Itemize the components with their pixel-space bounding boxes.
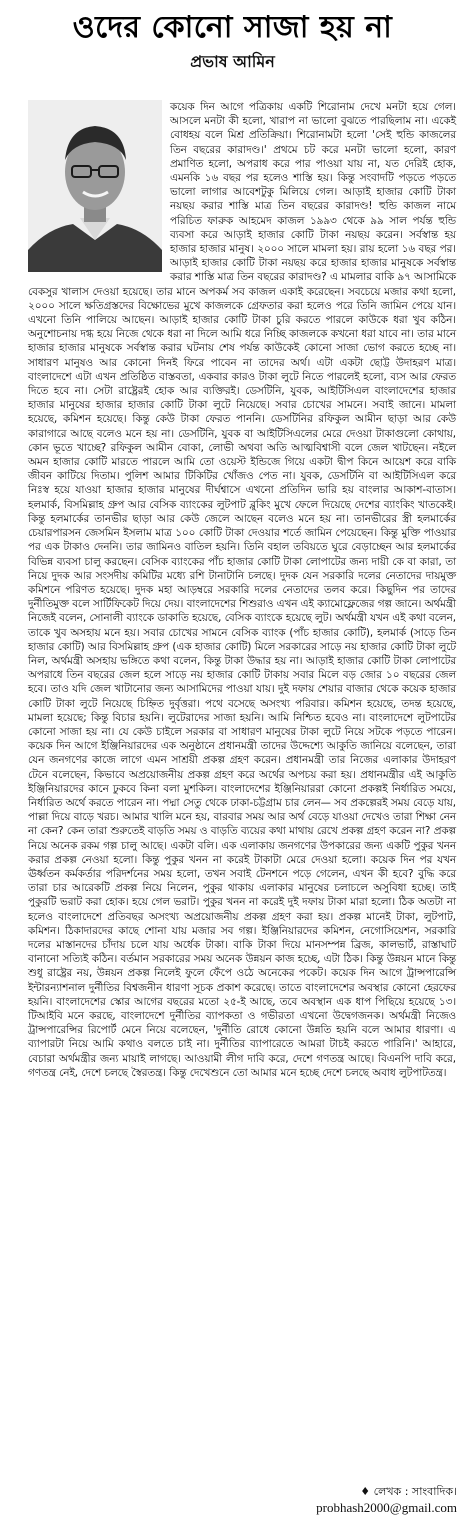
article-footer: [157, 1484, 457, 1516]
author-email[interactable]: probhash2000@gmail.com: [316, 1500, 457, 1515]
byline: প্রভাষ আমিন: [190, 52, 275, 71]
author-note: ♦ লেখক : সাংবাদিক।: [360, 1485, 457, 1498]
article-body: কয়েক দিন আগে পত্রিকায় একটি শিরোনাম দেখে মনটা হয়ে গেল। আসলে মনটা কী হলো, খারাপ না ভালো বুঝতে পারছিলাম না। একেই বোধহয় বলে মিশ্র প্রতিক্রিয়া। শিরোনামটা হলো 'সেই হুন্ডি কাজলের তিন বছরের কারাদণ্ড।' প্রথমে চট করে মনটা ভালো হলো, কারণ প্রমাণিত হলো, অপরাধ করে পার পাওয়া যায় না, যত দেরিই হোক, এমনকি ১৬ বছর পর হলেও শাস্তি হয়। কিন্তু সংবাদটি পড়তে পড়তে ভালো লাগার আবেশটুকু মিলিয়ে গেল। আড়াই হাজার কোটি টাকা নয়ছয় করার শাস্তি মাত্র তিন বছরের কারাদণ্ড! হুন্ডি কাজল নামে পরিচিত ফারুক আহমেদ কাজল ১৯৯৩ থেকে ৯৯ সাল পর্যন্ত হুন্ডি ব্যবসা করে আড়াই হাজার কোটি টাকা নয়ছয় করেন। সর্বস্বান্ত হয় হাজার হাজার মানুষ। ২০০০ সালে মামলা হয়। রায় হলো ১৬ বছর পর। আড়াই হাজার কোটি টাকা নয়ছয় করে হাজার হাজার মানুষকে সর্বস্বান্ত করার শাস্তি মাত্র তিন বছরের কারাদণ্ড? এ মামলার বাকি ৯৭ আসামিকে বেকসুর খালাস দেওয়া হয়েছে। তার মানে অপকর্ম সব কাজল একাই করেছেন। সবচেয়ে মজার কথা হলো, ২০০০ সালে ক্ষতিগ্রস্তদের বিক্ষোভের মুখে কাজলকে গ্রেফতার করা হলেও পরে তিনি জামিন পেয়ে যান। এখনো তিনি পালিয়ে আছেন। আড়াই হাজার কোটি টাকা চুরি করতে পারলে কাউকে ধরা খুব কঠিন। অনুশোচনায় দগ্ধ হয়ে নিজে থেকে ধরা না দিলে আমি ধরে নিচ্ছি কাজলকে কখনো ধরা যাবে না। তার মানে হাজার হাজার মানুষকে সর্বস্বান্ত করার ঘটনায় শেষ পর্যন্ত কাউকেই কোনো সাজা ভোগ করতে হচ্ছে না। সাধারণ মানুষও আর কোনো দিনই ফিরে পাবেন না তাদের অর্থ। এটা একটা ছোট্ট উদাহরণ মাত্র। বাংলাদেশে এটা এখন প্রতিষ্ঠিত বাস্তবতা, একবার কারও টাকা লুটে নিতে পারলেই হলো, ব্যস আর ফেরত দিতে হবে না। সেটা রাষ্ট্রেরই হোক আর ব্যক্তিরই। ডেসটিনি, যুবক, আইটিসিএল বাংলাদেশের হাজার হাজার মানুষের হাজার হাজার কোটি টাকা লুটে নিয়েছে। সবার চোখের সামনে। সবাই জানে। মামলা হয়েছে, কমিশন হয়েছে। কিন্তু কেউ টাকা ফেরত পাননি। ডেসটিনির রফিকুল আমীন ছাড়া আর কেউ কারাগারে আছে বলেও মনে হয় না। ডেসটিনি, যুবক বা আইটিসিএলের মেরে দেওয়া টাকাগুলো কোথায়, কোন ভূতে খাচ্ছে? রফিকুল আমীন বোকা, লোভী অথবা অতি আত্মবিশ্বাসী বলে জেল খাটছেন। নইলে অমন হাজার কোটি মারতে পারলে আমি তো ওয়েস্ট ইন্ডিজে গিয়ে একটা দ্বীপ কিনে আয়েশ করে বাকি জীবন কাটিয়ে দিতাম। পুলিশ আমার টিকিটির খোঁজও পেত না। যুবক, ডেসটিনি বা আইটিসিএল করে নিঃস্ব হয়ে যাওয়া হাজার হাজার মানুষের দীর্ঘশ্বাসে এখনো প্রতিদিন ভারি হয় বাংলার আকাশ-বাতাস। হলমার্ক, বিসমিল্লাহ গ্রুপ আর বেসিক ব্যাংকের লুটপাট ব্লুকিং মুখে ফেলে দিয়েছে দেশের ব্যাংকিং খাতকেই। কিন্তু হলমার্কের তানভীর ছাড়া আর কেউ জেলে আছেন বলেও মনে হয় না। তানভীরের স্ত্রী হলমার্কের চেয়ারপারসন জেসমিন ইসলাম মাত্র ১০০ কোটি টাকা দেওয়ার শর্তে জামিন পেয়েছেন। কিন্তু মুক্তি পাওয়ার পর এক টাকাও দেননি। তার জামিনও বাতিল হয়নি। তিনি বহাল তবিয়তে ঘুরে বেড়াচ্ছেন আর হলমার্কের বিভিন্ন ব্যবসা চালু করছেন। বেসিক ব্যাংকের পাঁচ হাজার কোটি টাকা লোপাটের জন্য দায়ী কে বা কারা, তা নিয়ে দুদক আর সংসদীয় কমিটির মধ্যে রশি টানাটানি চলছে। দুদক যেন সরকারি দলের নেতাদের দায়মুক্ত কমিশনে পরিণত হয়েছে। দুদক মহা আড়ম্বরে সরকারি দলের নেতাদের তলব করে। কিছুদিন পর তাদের দুর্নীতিমুক্ত বলে সার্টিফিকেট দিয়ে দেয়। বাংলাদেশের শিশুরাও এখন এই ক্যামোফ্লেজের গল্প জানে। অর্থমন্ত্রী নিজেই বলেন, সোনালী ব্যাংকে ডাকাতি হয়েছে, বেসিক ব্যাংকে হয়েছে লুট। অর্থমন্ত্রী যখন এই কথা বলেন, তাকে খুব অসহায় মনে হয়। সবার চোখের সামনে বেসিক ব্যাংক (পাঁচ হাজার কোটি), হলমার্ক (সাড়ে তিন হাজার কোটি) আর বিসমিল্লাহ গ্রুপ (এক হাজার কোটি) মিলে সরকারের সাড়ে নয় হাজার কোটি টাকা লুটে নিল, অর্থমন্ত্রী অসহায় ভঙ্গিতে কথা বলেন, কিন্তু টাকা উদ্ধার হয় না। আড়াই হাজার কোটি টাকা লোপাটের অপরাধে তিন বছরের জেল হলে সাড়ে নয় হাজার কোটি টাকায় সবার মিলে বড় জোর ১০ বছরের জেল হবে। তাও যদি জেল খাটানোর জন্য আসামিদের পাওয়া যায়। দুই দফায় শেয়ার বাজার থেকে কয়েক হাজার কোটি টাকা লুটে নিয়েছে চিহ্নিত দুর্বৃত্তরা। পথে বসেছে অসংখ্য পরিবার। কমিশন হয়েছে, তদন্ত হয়েছে, মামলা হয়েছে; কিন্তু বিচার হয়নি। লুটেরাদের সাজা হয়নি। আমি নিশ্চিত হবেও না। বাংলাদেশে লুটপাটের কোনো সাজা হয় না। যে কেউ চাইলে সরকার বা সাধারণ মানুষের টাকা লুটে নিয়ে সটকে পড়তে পারেন। কয়েক দিন আগে ইঞ্জিনিয়ারদের এক অনুষ্ঠানে প্রধানমন্ত্রী তাদের উদ্দেশ্যে আকুতি জানিয়ে বলেছেন, তারা যেন জনগণের কাজে লাগে এমন সাশ্রয়ী প্রকল্প গ্রহণ করেন। প্রধানমন্ত্রী তার নিজের এলাকার উদাহরণ টেনে বলেছেন, কিভাবে অপ্রয়োজনীয় প্রকল্প গ্রহণ করে অর্থের অপচয় করা হয়। প্রধানমন্ত্রীর এই আকুতি ইঞ্জিনিয়ারদের কানে ঢুকবে কিনা বলা মুশকিল। বাংলাদেশের ইঞ্জিনিয়াররা কোনো প্রকল্পই নির্ধারিত সময়ে, নির্ধারিত অর্থে করতে পারেন না। পদ্মা সেতু থেকে ঢাকা-চট্টগ্রাম চার লেন— সব প্রকল্পেরই সময় বেড়ে যায়, পাল্লা দিয়ে বাড়ে খরচ। আমার খালি মনে হয়, বারবার সময় আর অর্থ বেড়ে যাওয়া দেখেও তারা শিক্ষা নেন না কেন? কেন তারা শুরুতেই বাড়তি সময় ও বাড়তি ব্যয়ের কথা মাথায় রেখে প্রকল্প গ্রহণ করেন না? প্রকল্প নিয়ে অনেক রকম গল্প চালু আছে। একটা বলি। এক এলাকায় জনগণের উপকারের জন্য একটি পুকুর খনন করার প্রকল্প নেওয়া হলো। কিন্তু পুকুর খনন না করেই টাকাটা মেরে দেওয়া হলো। কয়েক দিন পর যখন ঊর্ধ্বতন কর্মকর্তার পরিদর্শনের সময় হলো, তখন সবাই টেনশনে পড়ে গেলেন, এখন কী হবে? বুদ্ধি করে তারা চার আরেকটি প্রকল্প নিয়ে নিলেন, পুকুর থাকায় এলাকার মানুষের চলাচলে অসুবিধা হচ্ছে। তাই পুকুরটি ভরাট করা হোক। হয়ে গেল ভরাট। পুকুর খনন না করেই দুই দফায় টাকা মারা হলো। ঠিক অতটা না হলেও বাংলাদেশে প্রতিবছর অসংখ্য অপ্রয়োজনীয় প্রকল্প গ্রহণ করা হয়। প্রকল্প মানেই টাকা, লুটপাট, কমিশন। ঠিকাদারদের কাছে শোনা যায় মজার সব গল্প। ইঞ্জিনিয়ারদের কমিশন, নেগোসিয়েশন, সরকারি দলের মাস্তানদের চাঁদায় চলে যায় অর্ধেক টাকা। বাকি টাকা দিয়ে মানসম্পন্ন ব্রিজ, কালভার্ট, রাস্তাঘাট বানানো সত্যিই কঠিন। বর্তমান সরকারের সময় অনেক উন্নয়ন কাজ হচ্ছে, এটা ঠিক। কিন্তু উন্নয়ন মানে কিন্তু শুধু রাষ্ট্রের নয়, উন্নয়ন প্রকল্প নিলেই ফুলে ফেঁপে ওঠে অনেকের পকেট। কয়েক দিন আগে ট্রান্সপারেন্সি ইন্টারন্যাশনাল দুর্নীতির বিশ্বজনীন ধারণা সূচক প্রকাশ করেছে। তাতে বাংলাদেশের অবস্থার কোনো হেরফের হয়নি। বাংলাদেশের স্কোর আগের বছরের মতো ২৫-ই আছে, তবে অবস্থান এক ধাপ পিছিয়ে হয়েছে ১৩। টিআইবি মনে করছে, বাংলাদেশে দুর্নীতির ব্যাপকতা ও গভীরতা এখনো উদ্বেগজনক। অর্থমন্ত্রী নিজেও ট্রান্সপারেন্সির রিপোর্ট মেনে নিয়ে বলেছেন, 'দুর্নীতি রোধে কোনো উন্নতি হয়নি বলে আমার ধারণা। এ ব্যাপারটা নিয়ে আমি কথাও বলতে চাই না। দুর্নীতির ব্যাপারেতে আমরা টাচই করতে পারিনি।' আহারে, বেচারা অর্থমন্ত্রীর জন্য মায়াই লাগছে। আওয়ামী লীগ দাবি করে, দেশে গণতন্ত্র আছে। বিএনপি দাবি করে, গণতন্ত্র নেই, দেশে চলছে স্বৈরতন্ত্র। কিন্তু দেখেশুনে তো আমার মনে হচ্ছে দেশে চলছে অবাধ লুটপাটতন্ত্র।: [28, 101, 456, 1079]
author-photo: [28, 100, 162, 272]
author-portrait-icon: [28, 100, 162, 272]
headline: ওদের কোনো সাজা হয় না: [72, 10, 393, 45]
